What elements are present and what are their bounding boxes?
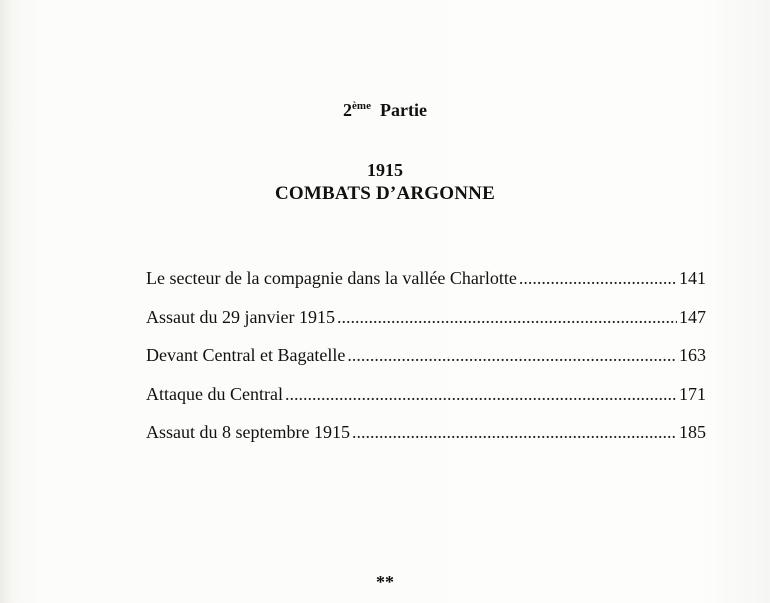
toc-entry-page: 163 [679, 345, 706, 365]
toc-entry-page: 171 [679, 383, 706, 404]
section-year: 1915 [367, 160, 403, 180]
toc-entry-title: Assaut du 29 janvier 1915 [146, 306, 335, 327]
toc-entry-page: 185 [679, 422, 706, 442]
section-title: COMBATS D’ARGONNE [275, 183, 495, 204]
toc-entry-page: 147 [679, 306, 706, 327]
part-word: Partie [379, 100, 427, 120]
toc-entry [146, 307, 706, 346]
toc-entry-page: 141 [679, 268, 706, 288]
toc-entry [146, 384, 706, 423]
part-heading [0, 100, 770, 121]
toc-entry-title: Assaut du 8 septembre 1915 [146, 422, 350, 442]
dot-leader [519, 268, 677, 288]
dot-leader [285, 384, 677, 404]
dot-leader [337, 307, 677, 327]
toc-entry-title: Devant Central et Bagatelle [146, 345, 346, 365]
dot-leader [352, 422, 677, 442]
separator-asterisks: ** [376, 572, 394, 592]
toc-entry [146, 268, 706, 307]
toc-entry-title: Le secteur de la compagnie dans la vallée Charlotte [146, 268, 517, 288]
toc-entry-title: Attaque du Central [146, 383, 283, 404]
toc-entry [146, 422, 706, 461]
toc-entry [146, 345, 706, 384]
part-superscript: ème [352, 100, 371, 112]
table-of-contents [146, 268, 706, 461]
part-number: 2 [343, 100, 353, 120]
dot-leader [347, 345, 677, 365]
